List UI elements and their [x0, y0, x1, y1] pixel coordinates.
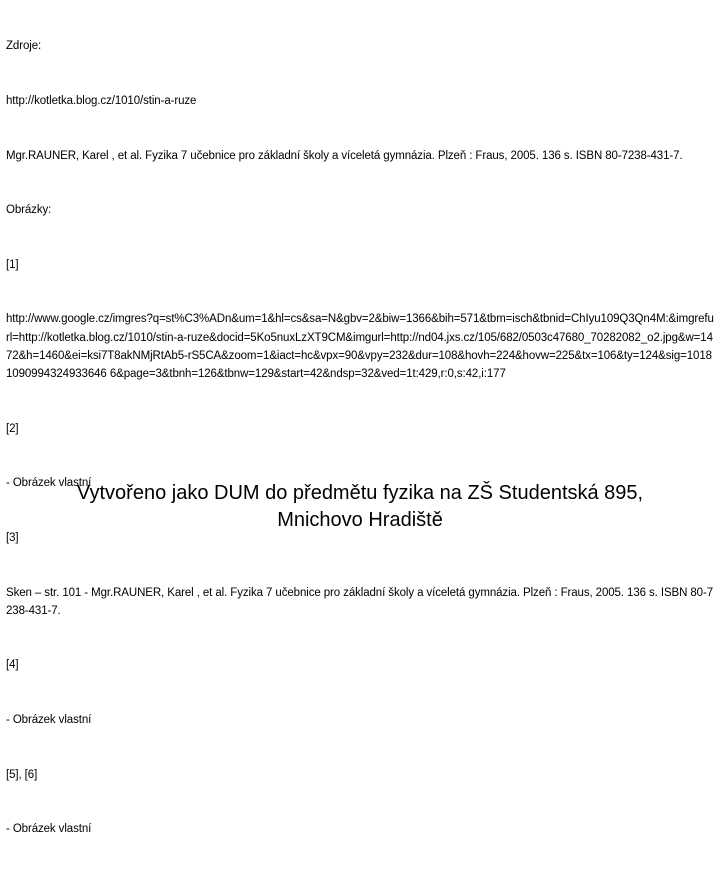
image-ref-1: [1]: [6, 258, 19, 271]
image-ref-2: [2]: [6, 422, 19, 435]
image-ref-5-6: [5], [6]: [6, 768, 38, 781]
images-heading: Obrázky:: [6, 204, 52, 217]
image-ref-4: [4]: [6, 659, 19, 672]
image-ref-3: [3]: [6, 531, 19, 544]
footer-line-1: Vytvořeno jako DUM do předmětu fyzika na ZŠ Studentská 895,: [76, 482, 644, 504]
image-desc-3: Sken – str. 101 - Mgr.RAUNER, Karel , et al. Fyzika 7 učebnice pro základní školy a víceletá gymnázia. Plzeň : Fraus, 2005. 136 s. ISBN 80-7238-431-7.: [6, 586, 714, 617]
image-desc-5-6: - Obrázek vlastní: [6, 823, 92, 836]
image-desc-4: - Obrázek vlastní: [6, 713, 92, 726]
footer-credit: [0, 480, 720, 534]
sources-list: [6, 1, 714, 875]
sources-heading: Zdroje:: [6, 40, 42, 53]
image-link-1[interactable]: http://www.google.cz/imgres?q=st%C3%ADn&um=1&hl=cs&sa=N&gbv=2&biw=1366&bih=571&tbm=isch&tbnid=ChIyu109Q3Qn4M:&imgrefurl=http://kotletka.blog.cz/1010/stin-a-ruze&docid=5Ko5nuxLzXT9CM&imgurl=http://nd04.jxs.cz/105/682/0503c47680_70282082_o2.jpg&w=1472&h=1460&ei=ksi7T8akNMjRtAb5-rS5CA&zoom=1&iact=hc&vpx=90&vpy=232&dur=108&hovh=224&hovw=225&tx=106&ty=124&sig=10181090994324933646 6&page=3&tbnh=126&tbnw=129&start=42&ndsp=32&ved=1t:429,r:0,s:42,i:177: [6, 313, 714, 381]
image-desc-2: - Obrázek vlastní: [6, 477, 92, 490]
footer-line-2: Mnichovo Hradiště: [277, 509, 443, 531]
source-citation-textbook: Mgr.RAUNER, Karel , et al. Fyzika 7 učebnice pro základní školy a víceletá gymnázia. Plzeň : Fraus, 2005. 136 s. ISBN 80-7238-431-7.: [6, 149, 683, 162]
source-link-kotletka[interactable]: http://kotletka.blog.cz/1010/stin-a-ruze: [6, 95, 197, 108]
